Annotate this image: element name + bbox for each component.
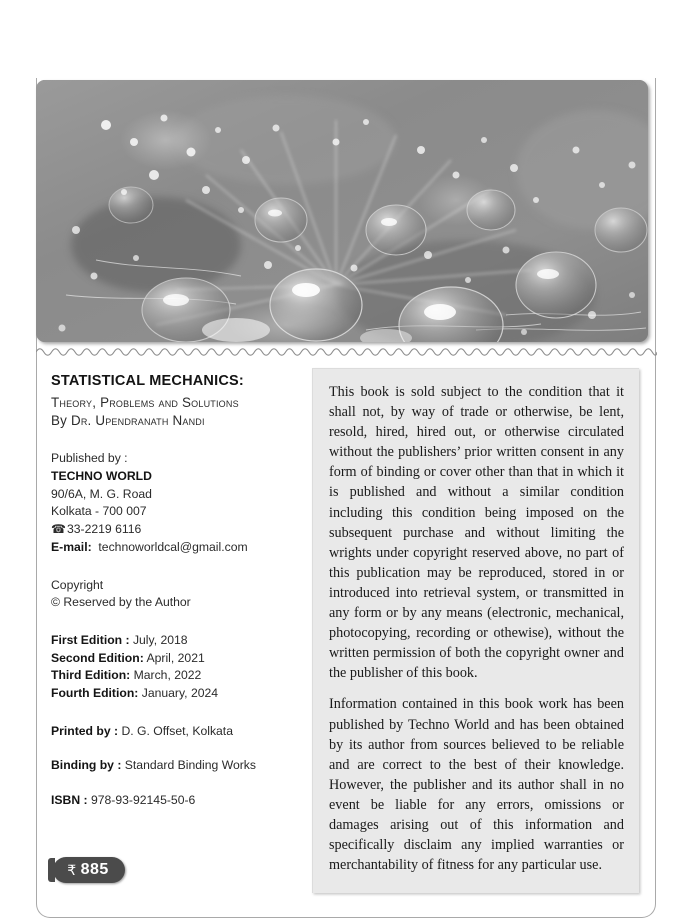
isbn-block: [51, 792, 301, 810]
title-block: [51, 372, 301, 430]
publisher-email[interactable]: technoworldcal@gmail.com: [98, 539, 248, 554]
editions-block: [51, 632, 301, 703]
legal-paragraph-sale-conditions: This book is sold subject to the condition that it shall not, by way of trade or otherwise, be lent, resold, hired, hired out, or otherwise circulated without the publishers’ prior written consent in any form of binding or cover other than that in which it is published and without a similar condition including this condition being imposed on the subsequent purchase and without limiting the wrights under copyright reserved above, no part of this publication may be reproduced, stored in or introduced into retrieval system, or transmitted in any form or by any means (electronic, mechanical, photocopying, recording or othewise), without the written permission of both the copyright owner and the publisher of this book.: [329, 384, 624, 682]
binding-by-value: Standard Binding Works: [124, 758, 256, 773]
copyright-icon: ©: [51, 595, 60, 610]
copyright-notice-row: [51, 594, 301, 612]
edition-label: Fourth Edition:: [51, 685, 139, 700]
published-by-label: Published by :: [51, 451, 128, 466]
edition-value: July, 2018: [132, 632, 188, 647]
photo-image: [36, 80, 648, 342]
edition-row: [51, 632, 301, 650]
edition-value: January, 2024: [141, 685, 219, 700]
wavy-divider: [36, 345, 657, 359]
book-info-column: [51, 372, 301, 810]
printed-by-value: D. G. Offset, Kolkata: [121, 723, 233, 738]
publisher-phone-row: [51, 521, 301, 539]
legal-paragraph-disclaimer: Information contained in this book work has been published by Techno World and has been obtained by its author from sources believed to be reliable and are correct to the best of their knowledge. However, the publisher and its author shall in no event be liable for any errors, omissions or damages arising out of this information and specifically disclaim any implied warranties or merchantability of fitness for any particular use.: [329, 696, 624, 874]
isbn-label: ISBN :: [51, 793, 88, 808]
edition-label: Second Edition:: [51, 650, 144, 665]
edition-row: [51, 650, 301, 668]
edition-value: April, 2021: [146, 650, 205, 665]
book-subtitle: Theory, Problems and Solutions: [51, 394, 239, 410]
edition-row: [51, 667, 301, 685]
publisher-email-row: [51, 539, 301, 557]
publisher-address-line-1: 90/6A, M. G. Road: [51, 486, 152, 501]
email-label: E-mail:: [51, 539, 92, 554]
printed-by-block: [51, 723, 301, 741]
edition-label: First Edition :: [51, 632, 130, 647]
printed-by-row: [51, 723, 301, 741]
binding-by-label: Binding by :: [51, 758, 122, 773]
book-author: [51, 412, 301, 431]
copyright-heading: Copyright: [51, 577, 104, 592]
isbn-row: [51, 792, 301, 810]
legal-notice-box: [312, 368, 639, 893]
rupee-icon: ₹: [67, 861, 77, 878]
price-badge: [53, 857, 125, 883]
isbn-value: 978-93-92145-50-6: [90, 793, 196, 808]
book-title: STATISTICAL MECHANICS:: [51, 373, 244, 389]
binding-by-block: [51, 757, 301, 775]
edition-row: [51, 685, 301, 703]
publisher-address-line-2: Kolkata - 700 007: [51, 504, 147, 519]
publisher-block: [51, 450, 301, 556]
author-name: Dr. Upendranath Nandi: [70, 412, 205, 428]
copyright-block: [51, 577, 301, 612]
telephone-icon: ☎: [51, 522, 67, 537]
edition-label: Third Edition:: [51, 668, 131, 683]
edition-value: March, 2022: [133, 668, 202, 683]
author-prefix: By: [51, 412, 71, 428]
publisher-name: TECHNO WORLD: [51, 469, 152, 484]
cover-photo: [36, 80, 648, 342]
price-amount: 885: [80, 861, 109, 878]
binding-by-row: [51, 757, 301, 775]
publisher-phone: 33-2219 6116: [66, 522, 142, 537]
printed-by-label: Printed by :: [51, 723, 119, 738]
copyright-notice: Reserved by the Author: [63, 595, 191, 610]
